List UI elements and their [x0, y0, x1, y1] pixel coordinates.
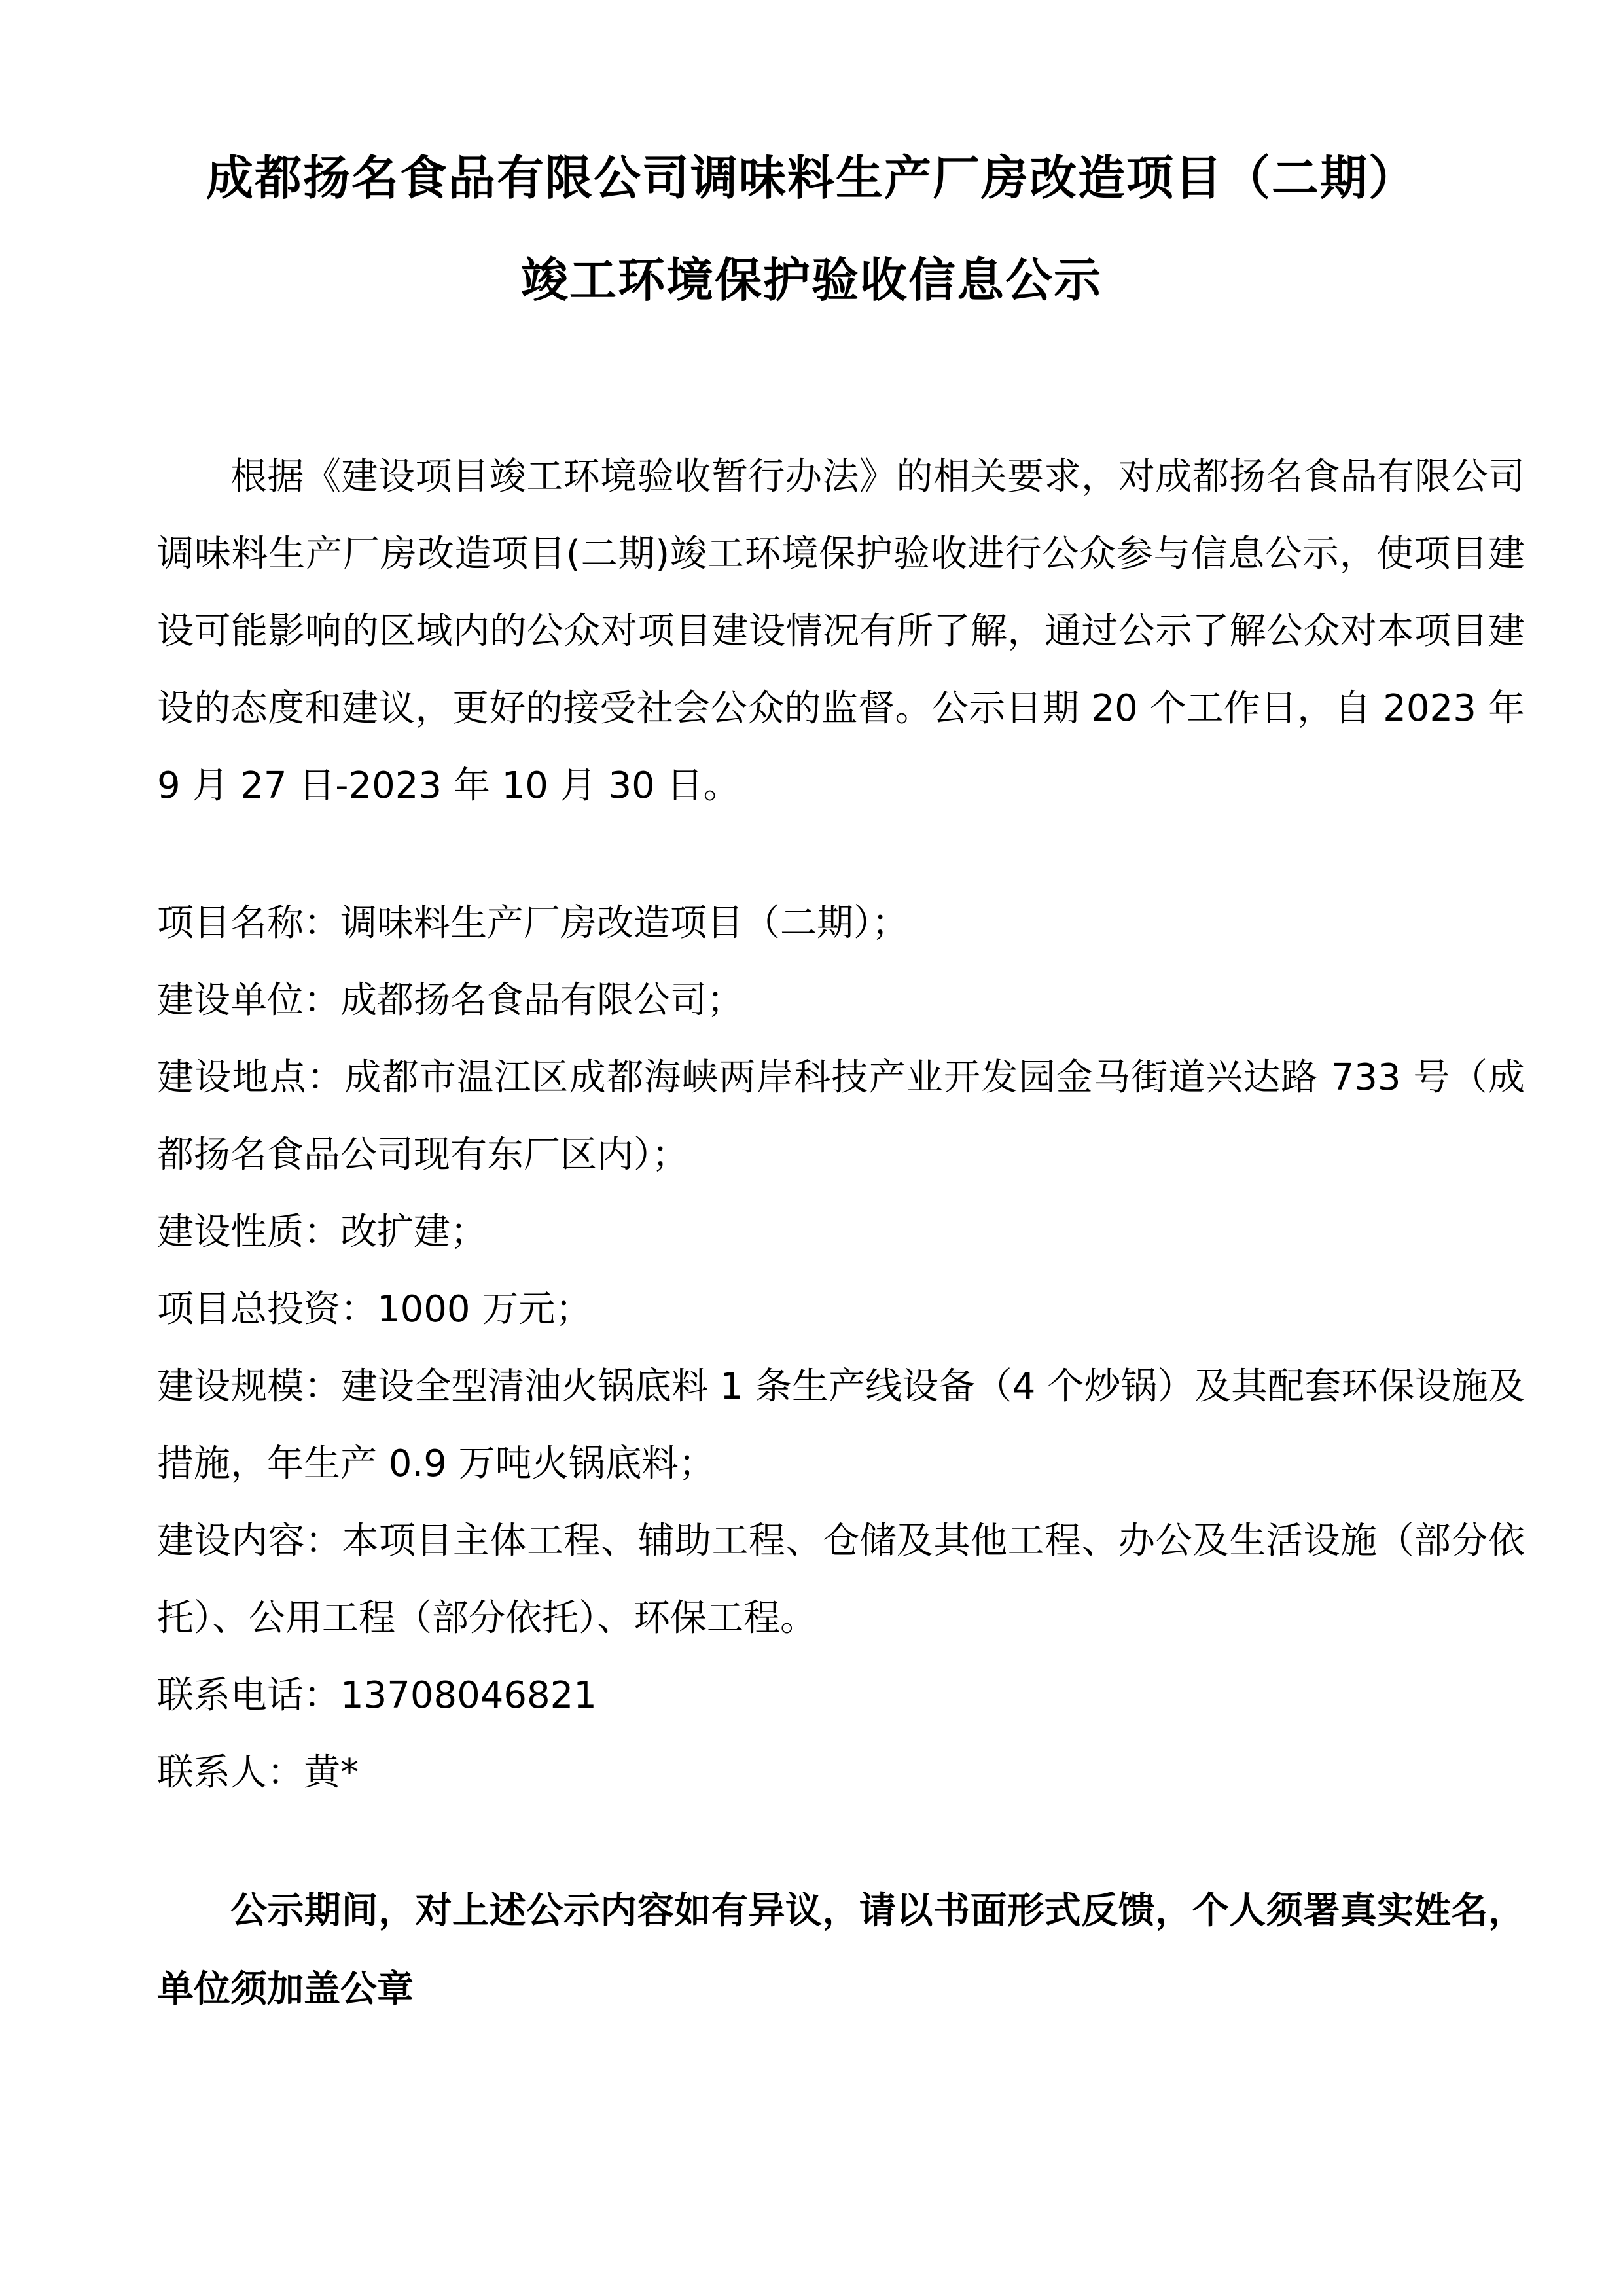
field-value: 建设全型清油火锅底料 1 条生产线设备（4 个炒锅）及其配套环保设施及措施，年生产 0.9 万吨火锅底料； — [157, 1365, 1525, 1485]
field-construction-scale — [157, 1348, 1525, 1503]
field-construction-location — [157, 1039, 1525, 1194]
project-info-list — [157, 885, 1525, 1812]
field-label: 联系电话： — [157, 1674, 340, 1717]
field-total-investment — [157, 1271, 1525, 1348]
closing-section — [157, 1872, 1525, 2029]
field-construction-nature — [157, 1194, 1525, 1271]
field-value: 本项目主体工程、辅助工程、仓储及其他工程、办公及生活设施（部分依托）、公用工程（部分依托）、环保工程。 — [157, 1520, 1525, 1640]
field-label: 联系人： — [157, 1751, 304, 1794]
field-value: 改扩建； — [340, 1211, 487, 1253]
field-label: 建设性质： — [157, 1211, 340, 1253]
field-value: 成都市温江区成都海峡两岸科技产业开发园金马街道兴达路 733 号（成都扬名食品公司现有东厂区内）； — [157, 1056, 1525, 1176]
field-value: 调味料生产厂房改造项目（二期）； — [340, 902, 908, 944]
field-label: 建设单位： — [157, 979, 340, 1022]
field-construction-content — [157, 1503, 1525, 1657]
field-value: 1000 万元； — [377, 1288, 592, 1331]
field-contact-phone — [157, 1657, 1525, 1734]
field-value: 13708046821 — [340, 1674, 597, 1717]
document-title-line1: 成都扬名食品有限公司调味料生产厂房改造项目（二期） — [205, 151, 1417, 206]
field-value: 黄* — [304, 1751, 359, 1794]
field-label: 项目总投资： — [157, 1288, 377, 1331]
field-label: 建设地点： — [157, 1056, 345, 1099]
field-construction-unit — [157, 962, 1525, 1039]
field-value: 成都扬名食品有限公司； — [340, 979, 743, 1022]
field-project-name — [157, 885, 1525, 962]
field-label: 建设规模： — [157, 1365, 341, 1408]
intro-paragraph: 根据《建设项目竣工环境验收暂行办法》的相关要求，对成都扬名食品有限公司调味料生产厂房改造项目(二期)竣工环境保护验收进行公众参与信息公示，使项目建设可能影响的区域内的公众对项目建设情况有所了解，通过公示了解公众对本项目建设的态度和建议，更好的接受社会公众的监督。公示日期 20 个工作日，自 2023 年 9 月 27 日-2023 年 10 月 30 日。 — [157, 456, 1525, 807]
intro-section — [157, 439, 1525, 825]
closing-paragraph: 公示期间，对上述公示内容如有异议，请以书面形式反馈，个人须署真实姓名，单位须加盖公章 — [157, 1890, 1525, 2011]
document-title-line2: 竣工环境保护验收信息公示 — [520, 253, 1102, 308]
field-label: 项目名称： — [157, 902, 340, 944]
field-contact-person — [157, 1734, 1525, 1812]
field-label: 建设内容： — [157, 1520, 342, 1562]
